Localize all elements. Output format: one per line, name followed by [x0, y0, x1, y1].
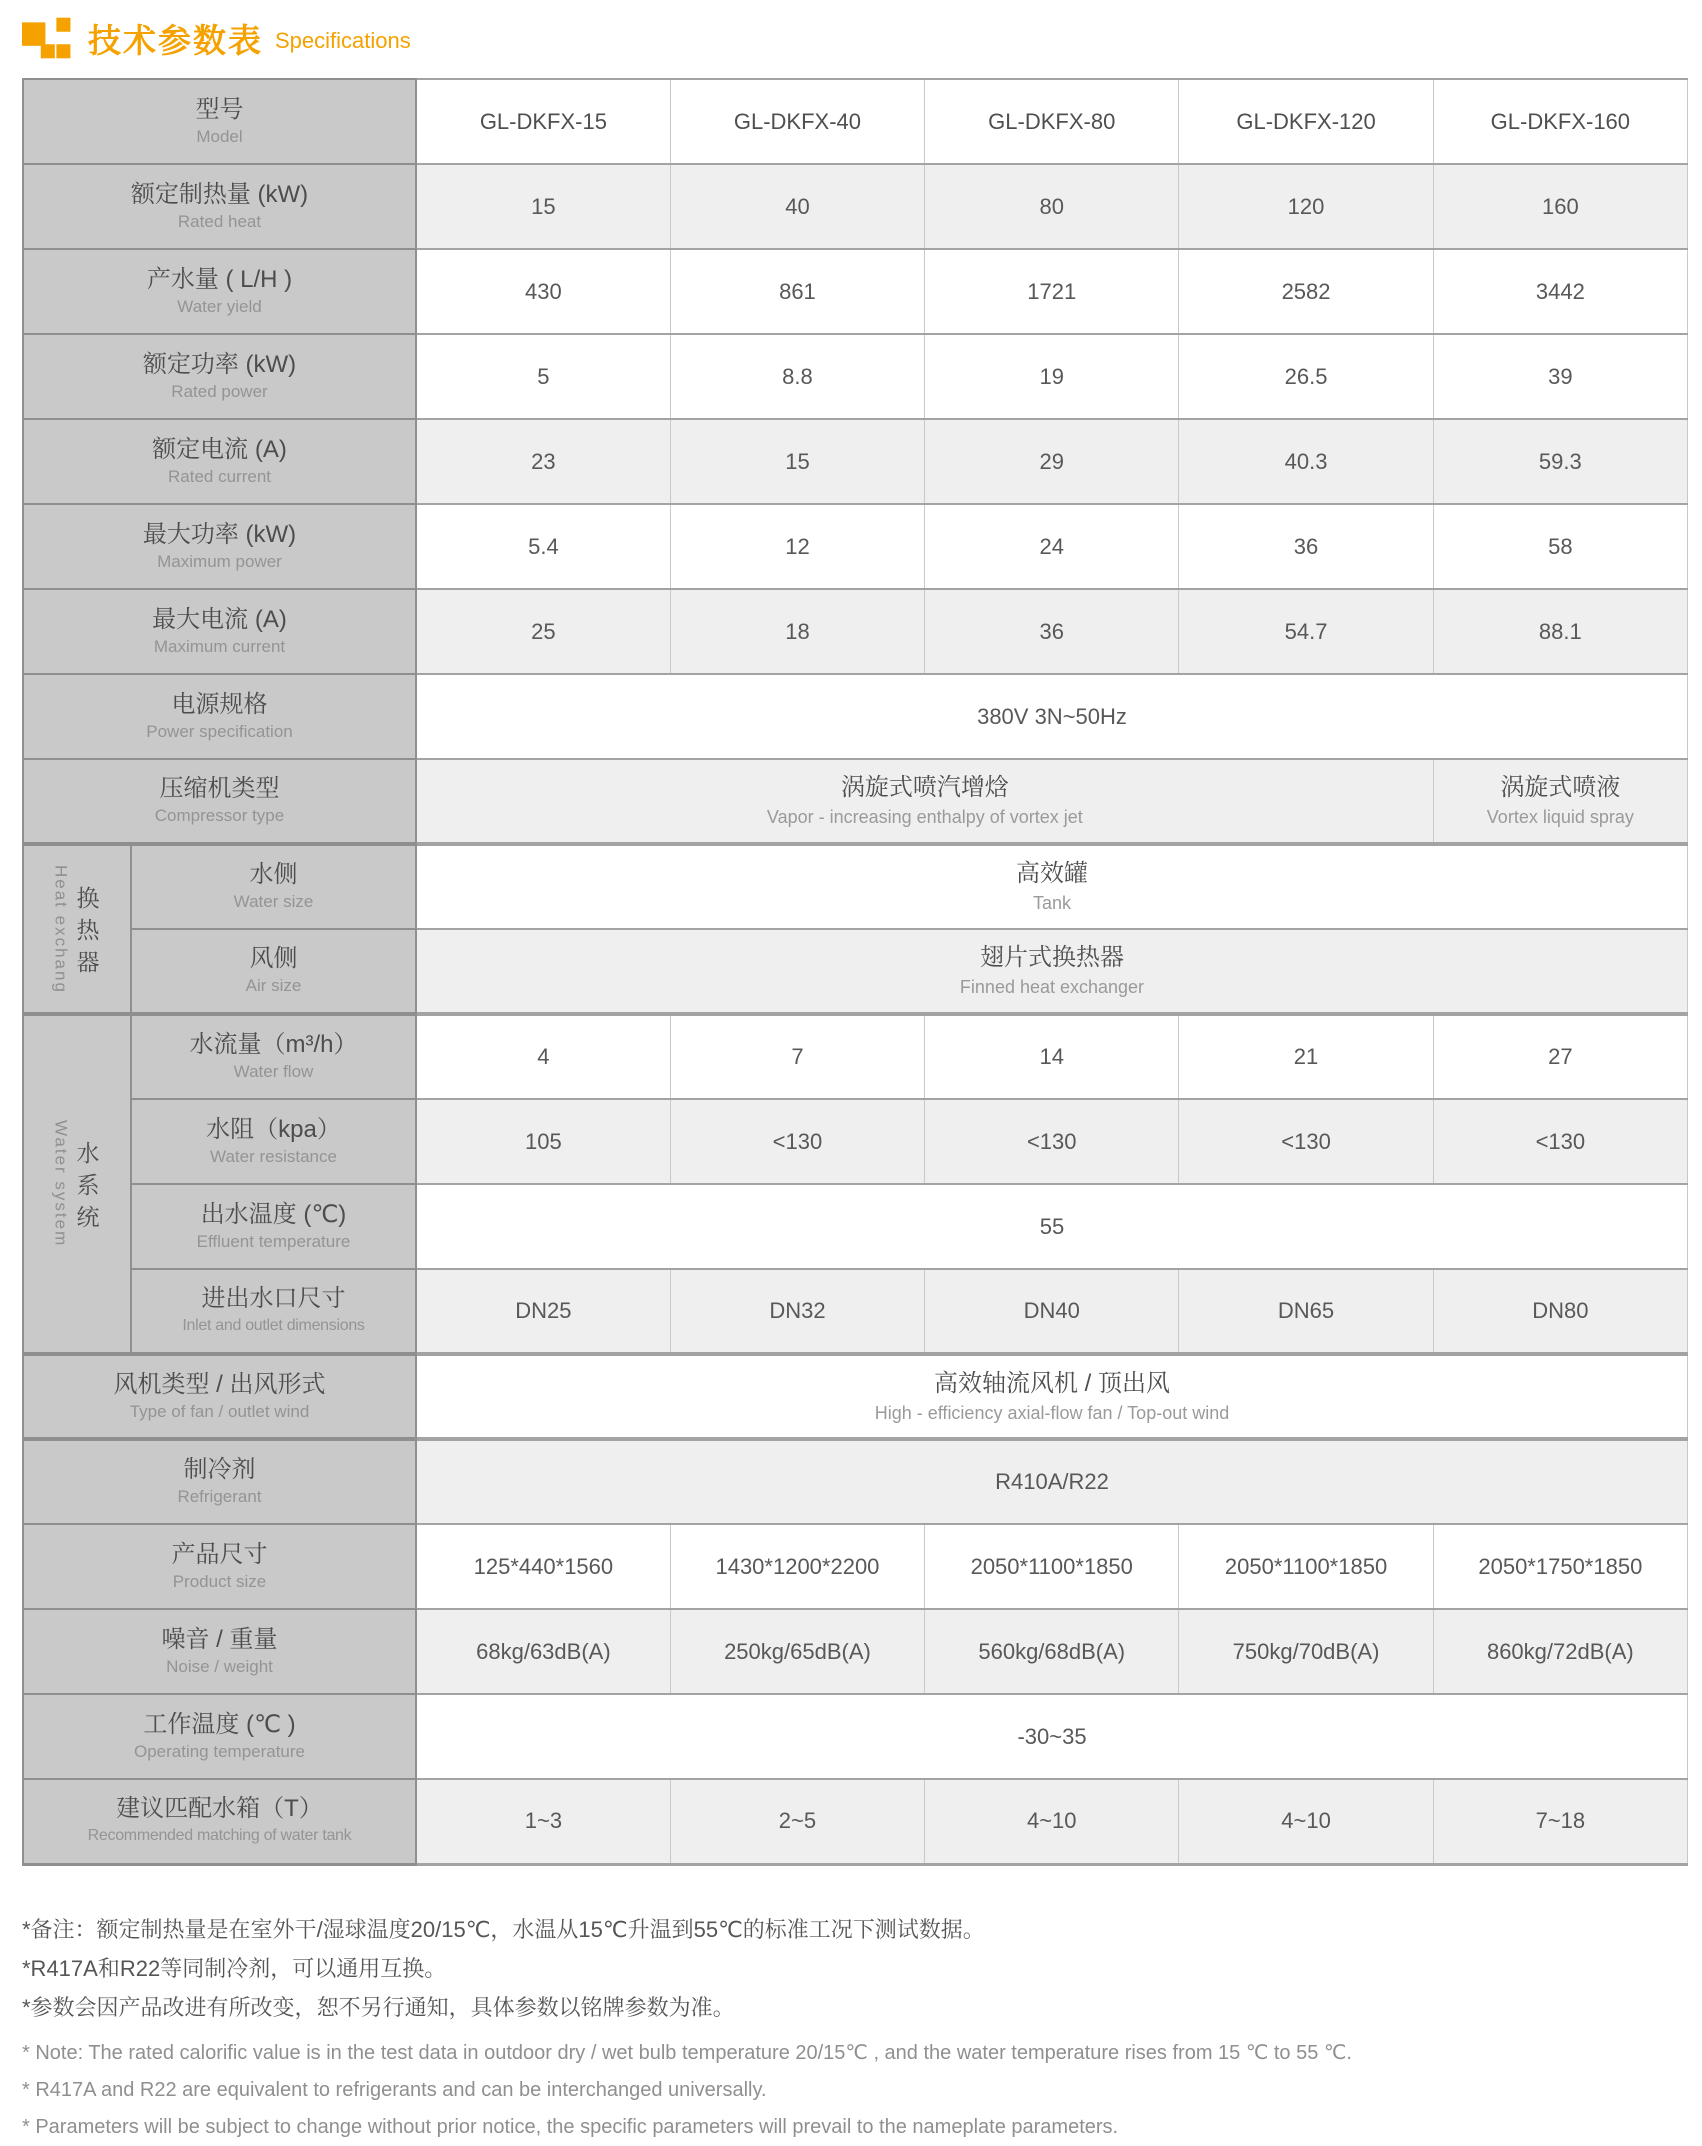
value-cell-span: -30~35 — [416, 1694, 1688, 1779]
logo-icon — [22, 15, 72, 61]
footnote-en: * R417A and R22 are equivalent to refrigerants and can be interchanged universally. — [22, 2078, 767, 2101]
value-cell: 7 — [670, 1014, 924, 1099]
value-cell: 4~10 — [925, 1779, 1179, 1864]
table-row-effluent-temp — [23, 1184, 1688, 1269]
value-cell: <130 — [1433, 1099, 1687, 1184]
value-cell: 24 — [925, 504, 1179, 589]
value-cell: 7~18 — [1433, 1779, 1687, 1864]
model-cell: GL-DKFX-80 — [925, 79, 1179, 164]
value-cell: 861 — [670, 249, 924, 334]
footnote-en: * Parameters will be subject to change without prior notice, the specific parameters will prevail to the nameplate parameters. — [22, 2115, 1119, 2138]
value-cell: 36 — [925, 589, 1179, 674]
table-row-compressor — [23, 759, 1688, 844]
value-cell: DN65 — [1179, 1269, 1433, 1354]
value-cell: 860kg/72dB(A) — [1433, 1609, 1687, 1694]
table-row-water-resistance — [23, 1099, 1688, 1184]
value-cell: 430 — [416, 249, 670, 334]
row-label: 产品尺寸 Product size — [23, 1524, 416, 1609]
table-row-noise-weight — [23, 1609, 1688, 1694]
value-cell: 80 — [925, 164, 1179, 249]
value-cell: 2050*1100*1850 — [925, 1524, 1179, 1609]
value-cell: 125*440*1560 — [416, 1524, 670, 1609]
value-cell: 40.3 — [1179, 419, 1433, 504]
table-row-hx-water-side — [23, 844, 1688, 929]
group-label-water-system: Water system 水系统 — [23, 1014, 131, 1354]
table-row-product-size — [23, 1524, 1688, 1609]
row-sublabel: 进出水口尺寸 Inlet and outlet dimensions — [131, 1269, 416, 1354]
value-cell: 39 — [1433, 334, 1687, 419]
footnote-zh: *参数会因产品改进有所改变，恕不另行通知，具体参数以铭牌参数为准。 — [22, 1994, 735, 2020]
model-cell: GL-DKFX-120 — [1179, 79, 1433, 164]
model-cell: GL-DKFX-40 — [670, 79, 924, 164]
table-row-rated-heat — [23, 164, 1688, 249]
value-cell: 59.3 — [1433, 419, 1687, 504]
value-cell: 105 — [416, 1099, 670, 1184]
row-label: 额定电流 (A) Rated current — [23, 419, 416, 504]
value-cell: 2582 — [1179, 249, 1433, 334]
page-title: 技术参数表 — [88, 21, 263, 59]
value-cell: 68kg/63dB(A) — [416, 1609, 670, 1694]
row-label: 型号 Model — [23, 79, 416, 164]
page-subtitle: Specifications — [275, 28, 411, 53]
row-label: 额定功率 (kW) Rated power — [23, 334, 416, 419]
row-label: 最大功率 (kW) Maximum power — [23, 504, 416, 589]
value-cell: 8.8 — [670, 334, 924, 419]
value-cell-span: 高效轴流风机 / 顶出风 High - efficiency axial-flow fan / Top-out wind — [416, 1354, 1688, 1439]
value-cell: 120 — [1179, 164, 1433, 249]
value-cell: 40 — [670, 164, 924, 249]
value-cell: 12 — [670, 504, 924, 589]
value-cell-span: 涡旋式喷汽增焓 Vapor - increasing enthalpy of vortex jet — [416, 759, 1433, 844]
value-cell: 560kg/68dB(A) — [925, 1609, 1179, 1694]
value-cell: 1~3 — [416, 1779, 670, 1864]
row-label: 制冷剂 Refrigerant — [23, 1439, 416, 1524]
value-cell: <130 — [1179, 1099, 1433, 1184]
table-row-water-flow — [23, 1014, 1688, 1099]
value-cell: 250kg/65dB(A) — [670, 1609, 924, 1694]
value-cell: 29 — [925, 419, 1179, 504]
model-cell: GL-DKFX-160 — [1433, 79, 1687, 164]
value-cell: 88.1 — [1433, 589, 1687, 674]
row-label: 风机类型 / 出风形式 Type of fan / outlet wind — [23, 1354, 416, 1439]
value-cell: 14 — [925, 1014, 1179, 1099]
table-row-fan-type — [23, 1354, 1688, 1439]
value-cell: 15 — [670, 419, 924, 504]
value-cell: 5 — [416, 334, 670, 419]
value-cell: 2050*1750*1850 — [1433, 1524, 1687, 1609]
value-cell: 23 — [416, 419, 670, 504]
row-label: 噪音 / 重量 Noise / weight — [23, 1609, 416, 1694]
table-row-model — [23, 79, 1688, 164]
value-cell: 15 — [416, 164, 670, 249]
value-cell: 1430*1200*2200 — [670, 1524, 924, 1609]
value-cell: 2~5 — [670, 1779, 924, 1864]
value-cell: <130 — [925, 1099, 1179, 1184]
row-sublabel: 风侧 Air size — [131, 929, 416, 1014]
table-row-inlet-outlet — [23, 1269, 1688, 1354]
page-header — [0, 0, 1702, 60]
value-cell: <130 — [670, 1099, 924, 1184]
value-cell: 4 — [416, 1014, 670, 1099]
row-label: 最大电流 (A) Maximum current — [23, 589, 416, 674]
row-label: 额定制热量 (kW) Rated heat — [23, 164, 416, 249]
table-row-matching-tank — [23, 1779, 1688, 1864]
table-row-water-yield — [23, 249, 1688, 334]
footnote-zh: *R417A和R22等同制冷剂，可以通用互换。 — [22, 1955, 447, 1981]
value-cell: 2050*1100*1850 — [1179, 1524, 1433, 1609]
row-sublabel: 出水温度 (℃) Effluent temperature — [131, 1184, 416, 1269]
value-cell: 26.5 — [1179, 334, 1433, 419]
value-cell: 4~10 — [1179, 1779, 1433, 1864]
value-cell: DN80 — [1433, 1269, 1687, 1354]
value-cell: DN25 — [416, 1269, 670, 1354]
value-cell-span: 380V 3N~50Hz — [416, 674, 1688, 759]
table-row-max-current — [23, 589, 1688, 674]
table-row-power-spec — [23, 674, 1688, 759]
value-cell: 5.4 — [416, 504, 670, 589]
table-row-operating-temp — [23, 1694, 1688, 1779]
row-sublabel: 水阻（kpa） Water resistance — [131, 1099, 416, 1184]
value-cell: 18 — [670, 589, 924, 674]
value-cell: 750kg/70dB(A) — [1179, 1609, 1433, 1694]
value-cell: 54.7 — [1179, 589, 1433, 674]
footnote-zh: *备注：额定制热量是在室外干/湿球温度20/15℃，水温从15℃升温到55℃的标准工况下测试数据。 — [22, 1916, 985, 1942]
table-row-rated-power — [23, 334, 1688, 419]
value-cell: 25 — [416, 589, 670, 674]
model-cell: GL-DKFX-15 — [416, 79, 670, 164]
row-label: 建议匹配水箱（T） Recommended matching of water tank — [23, 1779, 416, 1864]
value-cell: 3442 — [1433, 249, 1687, 334]
value-cell: 19 — [925, 334, 1179, 419]
value-cell-span: 高效罐 Tank — [416, 844, 1688, 929]
spec-table — [22, 78, 1688, 1866]
value-cell: 58 — [1433, 504, 1687, 589]
value-cell: 1721 — [925, 249, 1179, 334]
value-cell: 27 — [1433, 1014, 1687, 1099]
footnote-en: * Note: The rated calorific value is in the test data in outdoor dry / wet bulb temperature 20/15℃ , and the water temperature rises from 15 ℃ to 55 ℃. — [22, 2041, 1352, 2064]
value-cell: DN32 — [670, 1269, 924, 1354]
value-cell: 21 — [1179, 1014, 1433, 1099]
table-row-hx-air-side — [23, 929, 1688, 1014]
row-sublabel: 水侧 Water size — [131, 844, 416, 929]
value-cell: 160 — [1433, 164, 1687, 249]
value-cell-span: 55 — [416, 1184, 1688, 1269]
value-cell-span: R410A/R22 — [416, 1439, 1688, 1524]
value-cell: 36 — [1179, 504, 1433, 589]
table-row-refrigerant — [23, 1439, 1688, 1524]
row-label: 压缩机类型 Compressor type — [23, 759, 416, 844]
row-label: 电源规格 Power specification — [23, 674, 416, 759]
row-label: 工作温度 (℃ ) Operating temperature — [23, 1694, 416, 1779]
value-cell: 涡旋式喷液 Vortex liquid spray — [1433, 759, 1687, 844]
footnotes — [22, 1910, 1702, 2146]
value-cell: DN40 — [925, 1269, 1179, 1354]
table-row-rated-current — [23, 419, 1688, 504]
value-cell-span: 翅片式换热器 Finned heat exchanger — [416, 929, 1688, 1014]
table-row-max-power — [23, 504, 1688, 589]
row-sublabel: 水流量（m³/h） Water flow — [131, 1014, 416, 1099]
group-label-heat-exchanger: Heat exchang 换热器 — [23, 844, 131, 1014]
row-label: 产水量 ( L/H ) Water yield — [23, 249, 416, 334]
